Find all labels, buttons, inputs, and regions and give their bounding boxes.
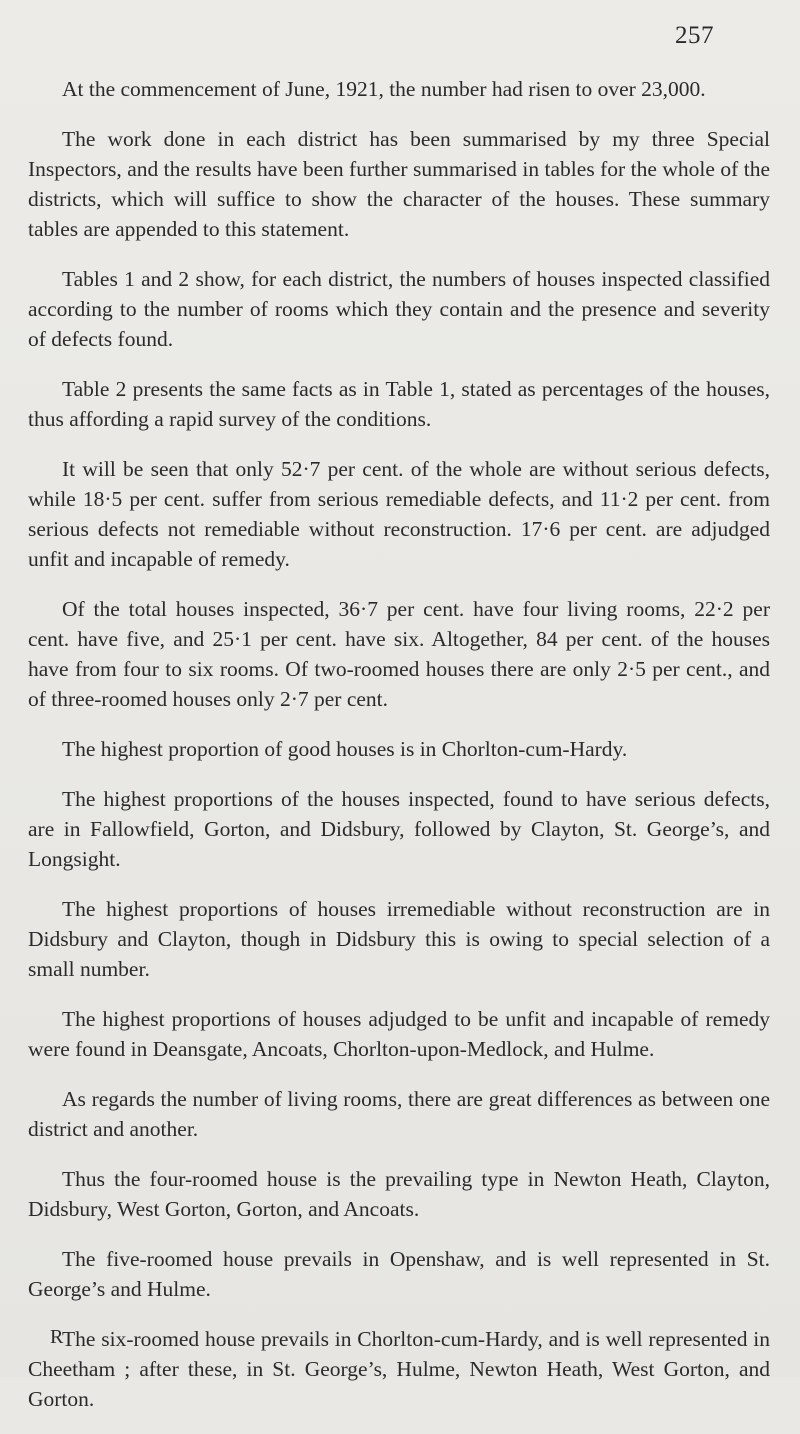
paragraph: It will be seen that only 52·7 per cent. of the whole are without serious defects, while 18·5 per cent. suffer from serious remediable defects, and 11·2 per cent. from serious defects not remediable without reconstruction. 17·6 per cent. are adjudged unfit and incapable of remedy.: [28, 457, 770, 571]
paragraph: The work done in each district has been summarised by my three Special Inspectors, and the results have been further summarised in tables for the whole of the districts, which will suffice to show the character of the houses. These summary tables are appended to this statement.: [28, 127, 770, 241]
paragraph: Of the total houses inspected, 36·7 per cent. have four living rooms, 22·2 per cent. have five, and 25·1 per cent. have six. Altogether, 84 per cent. of the houses have from four to six rooms. Of two-roomed houses there are only 2·5 per cent., and of three-roomed houses only 2·7 per cent.: [28, 597, 770, 711]
paragraph: The six-roomed house prevails in Chorlton-cum-Hardy, and is well represented in Cheetham ; after these, in St. George’s, Hulme, Newton Heath, West Gorton, and Gorton.: [28, 1327, 770, 1411]
paragraph: At the commencement of June, 1921, the number had risen to over 23,000.: [62, 77, 706, 101]
paragraph: The highest proportions of the houses inspected, found to have serious defects, are in Fallowfield, Gorton, and Didsbury, followed by Clayton, St. George’s, and Longsight.: [28, 787, 770, 871]
paragraph: Thus the four-roomed house is the prevailing type in Newton Heath, Clayton, Didsbury, West Gorton, Gorton, and Ancoats.: [28, 1167, 770, 1221]
document-body: [28, 74, 770, 1434]
paragraph: The highest proportions of houses irremediable without reconstruction are in Didsbury and Clayton, though in Didsbury this is owing to special selection of a small number.: [28, 897, 770, 981]
page-number: 257: [675, 22, 714, 49]
signature-mark: R: [50, 1326, 64, 1348]
paragraph: Table 2 presents the same facts as in Table 1, stated as percentages of the houses, thus affording a rapid survey of the conditions.: [28, 377, 770, 431]
paragraph: The highest proportion of good houses is in Chorlton-cum-Hardy.: [62, 737, 628, 761]
paragraph: As regards the number of living rooms, there are great differences as between one district and another.: [28, 1087, 770, 1141]
paragraph: Tables 1 and 2 show, for each district, the numbers of houses inspected classified according to the number of rooms which they contain and the presence and severity of defects found.: [28, 267, 770, 351]
paragraph: The highest proportions of houses adjudged to be unfit and incapable of remedy were found in Deansgate, Ancoats, Chorlton-upon-Medlock, and Hulme.: [28, 1007, 770, 1061]
paragraph: The five-roomed house prevails in Openshaw, and is well represented in St. George’s and Hulme.: [28, 1247, 770, 1301]
